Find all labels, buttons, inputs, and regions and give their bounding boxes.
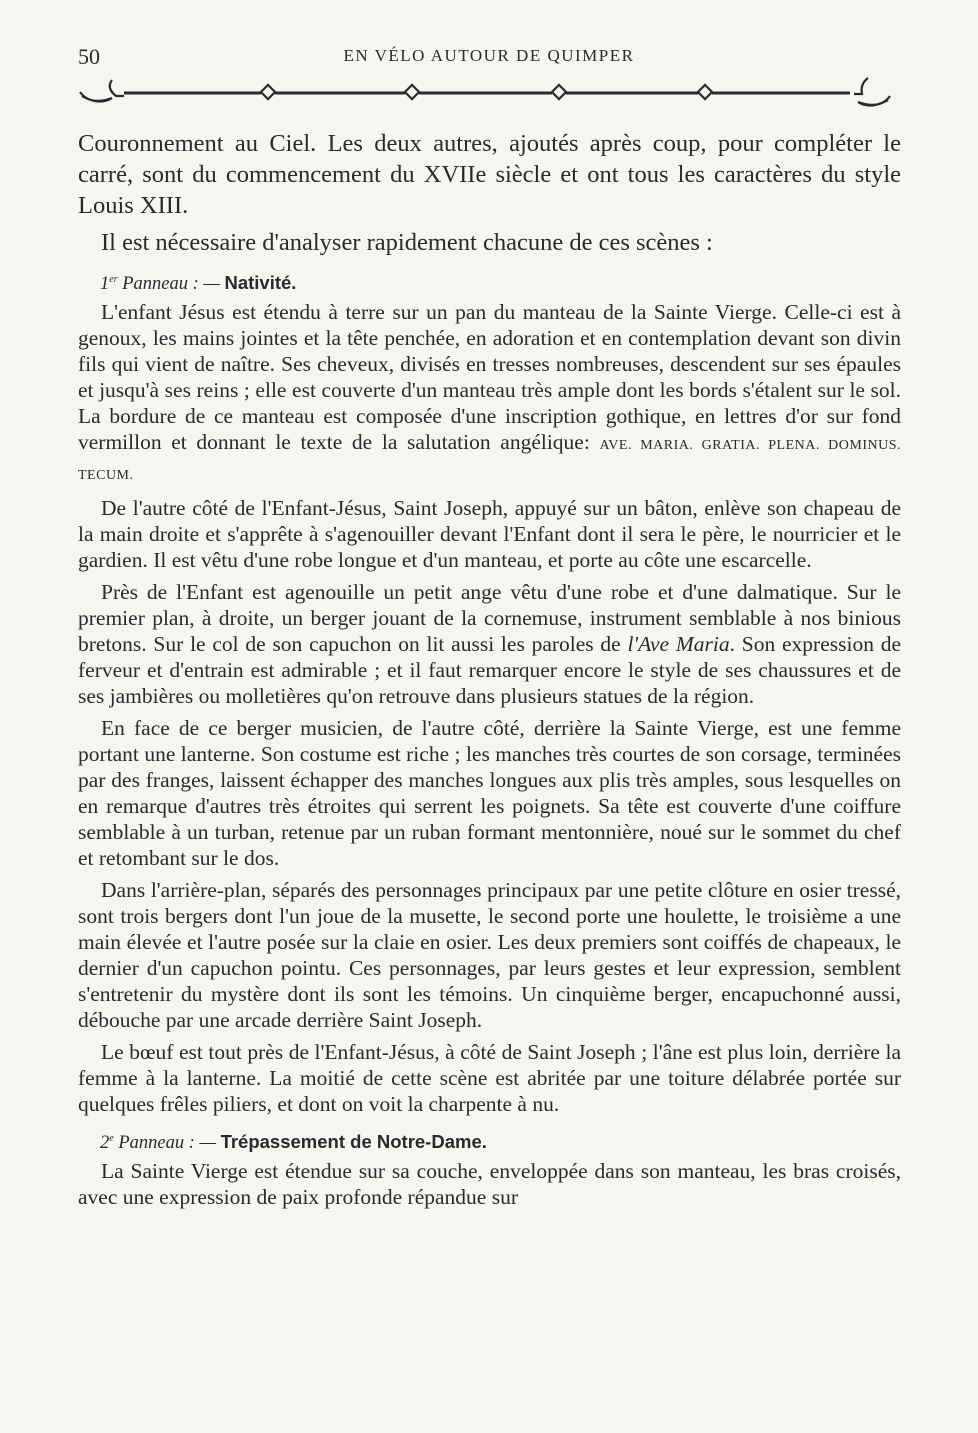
panel-number: 1: [100, 274, 110, 294]
paragraph-text: L'enfant Jésus est étendu à terre sur un pan du manteau de la Sainte Vierge. Celle-ci est à genoux, les mains jointes et la tête penchée, en adoration et en contemplation devant son divin fils qui vient de naître. Ses cheveux, divisés en tresses nombreuses, descendent sur ses épaules et jusqu'à ses reins ; elle est couverte d'un manteau très ample dont les bords s'étalent sur le sol. La bordure de ce manteau est composée d'une inscription gothique, en lettres d'or sur fond vermillon et donnant le texte de la salutation angélique:: [78, 300, 901, 454]
paragraph: La Sainte Vierge est étendue sur sa couche, enveloppée dans son manteau, les bras croisés, avec une expression de paix profonde répandue sur: [78, 1159, 901, 1209]
ordinal-suffix: e: [109, 1132, 114, 1144]
paragraph: De l'autre côté de l'Enfant-Jésus, Saint Joseph, appuyé sur un bâton, enlève son chapeau de la main droite et s'apprête à s'agenouiller devant l'Enfant dont il sera le père, le nourricier et le gardien. Il est vêtu d'une robe longue et d'un manteau, et porte au côte une escarcelle.: [78, 496, 901, 572]
ordinal-suffix: er: [109, 273, 118, 285]
panel-1-title: Nativité.: [224, 272, 297, 293]
panel-2-heading: [100, 1131, 901, 1154]
panel-2-title: Trépassement de Notre-Dame.: [220, 1131, 487, 1152]
running-header: [78, 44, 900, 68]
continuation-paragraph: Couronnement au Ciel. Les deux autres, ajoutés après coup, pour compléter le carré, sont du commencement du XVIIe siècle et ont tous les caractères du style Louis XIII.: [78, 130, 901, 219]
page-body: [78, 128, 901, 1216]
paragraph: Le bœuf est tout près de l'Enfant-Jésus, à côté de Saint Joseph ; l'âne est plus loin, derrière la femme à la lanterne. La moitié de cette scène est abritée par une toiture délabrée portée sur quelques frêles piliers, et dont on voit la charpente à nu.: [78, 1040, 901, 1116]
paragraph-text: Près de l'Enfant est agenouille un petit ange vêtu d'une robe et d'une dalmatique. Sur le premier plan, à droite, un berger jouant de la cornemuse, instrument semblable à nos binious bretons. Sur le col de son capuchon on lit aussi les paroles de: [78, 580, 901, 656]
panel-1-heading: [100, 272, 901, 295]
panel-label: Panneau : —: [118, 1133, 216, 1153]
running-title: EN VÉLO AUTOUR DE QUIMPER: [343, 46, 635, 65]
lead-paragraph: Il est nécessaire d'analyser rapidement chacune de ces scènes :: [101, 229, 713, 256]
paragraph: En face de ce berger musicien, de l'autre côté, derrière la Sainte Vierge, est une femme portant une lanterne. Son costume est riche ; les manches très courtes de son corsage, terminées par des franges, laissent échapper des manches longues aux plis très amples, sous lesquelles on en remarque d'autres très étroites qui serrent les poignets. Sa tête est couverte d'une coiffure semblable à un turban, retenue par un ruban formant mentonnière, noué sur le sommet du chef et retombant sur le dos.: [78, 716, 901, 870]
decorative-rule-ornament-icon: [78, 66, 903, 110]
ave-maria-italic: l'Ave Maria: [627, 632, 730, 656]
panel-label: Panneau : —: [122, 274, 220, 294]
paragraph-text: . Son expression de ferveur et d'entrain est admirable ; et il faut remarquer encore le style de ses chaussures et de ses jambières ou molletières qu'on retrouve dans plusieurs statues de la région.: [78, 632, 901, 708]
paragraph: [78, 579, 901, 709]
page-number: 50: [78, 44, 100, 69]
paragraph: [78, 299, 901, 489]
salutation-inscription: AVE. MARIA. GRATIA. PLENA. DOMINUS. TECUM.: [78, 438, 901, 483]
paragraph: Dans l'arrière-plan, séparés des personnages principaux par une petite clôture en osier tressé, sont trois bergers dont l'un joue de la musette, le second porte une houlette, le troisième a une main élevée et l'autre posée sur la claie en osier. Les deux premiers sont coiffés de chapeaux, le dernier d'un capuchon pointu. Ces personnages, par leurs gestes et leur expression, semblent s'entretenir du mystère dont ils sont les témoins. Un cinquième berger, encapuchonné aussi, débouche par une arcade derrière Saint Joseph.: [78, 878, 901, 1032]
panel-number: 2: [100, 1133, 110, 1153]
